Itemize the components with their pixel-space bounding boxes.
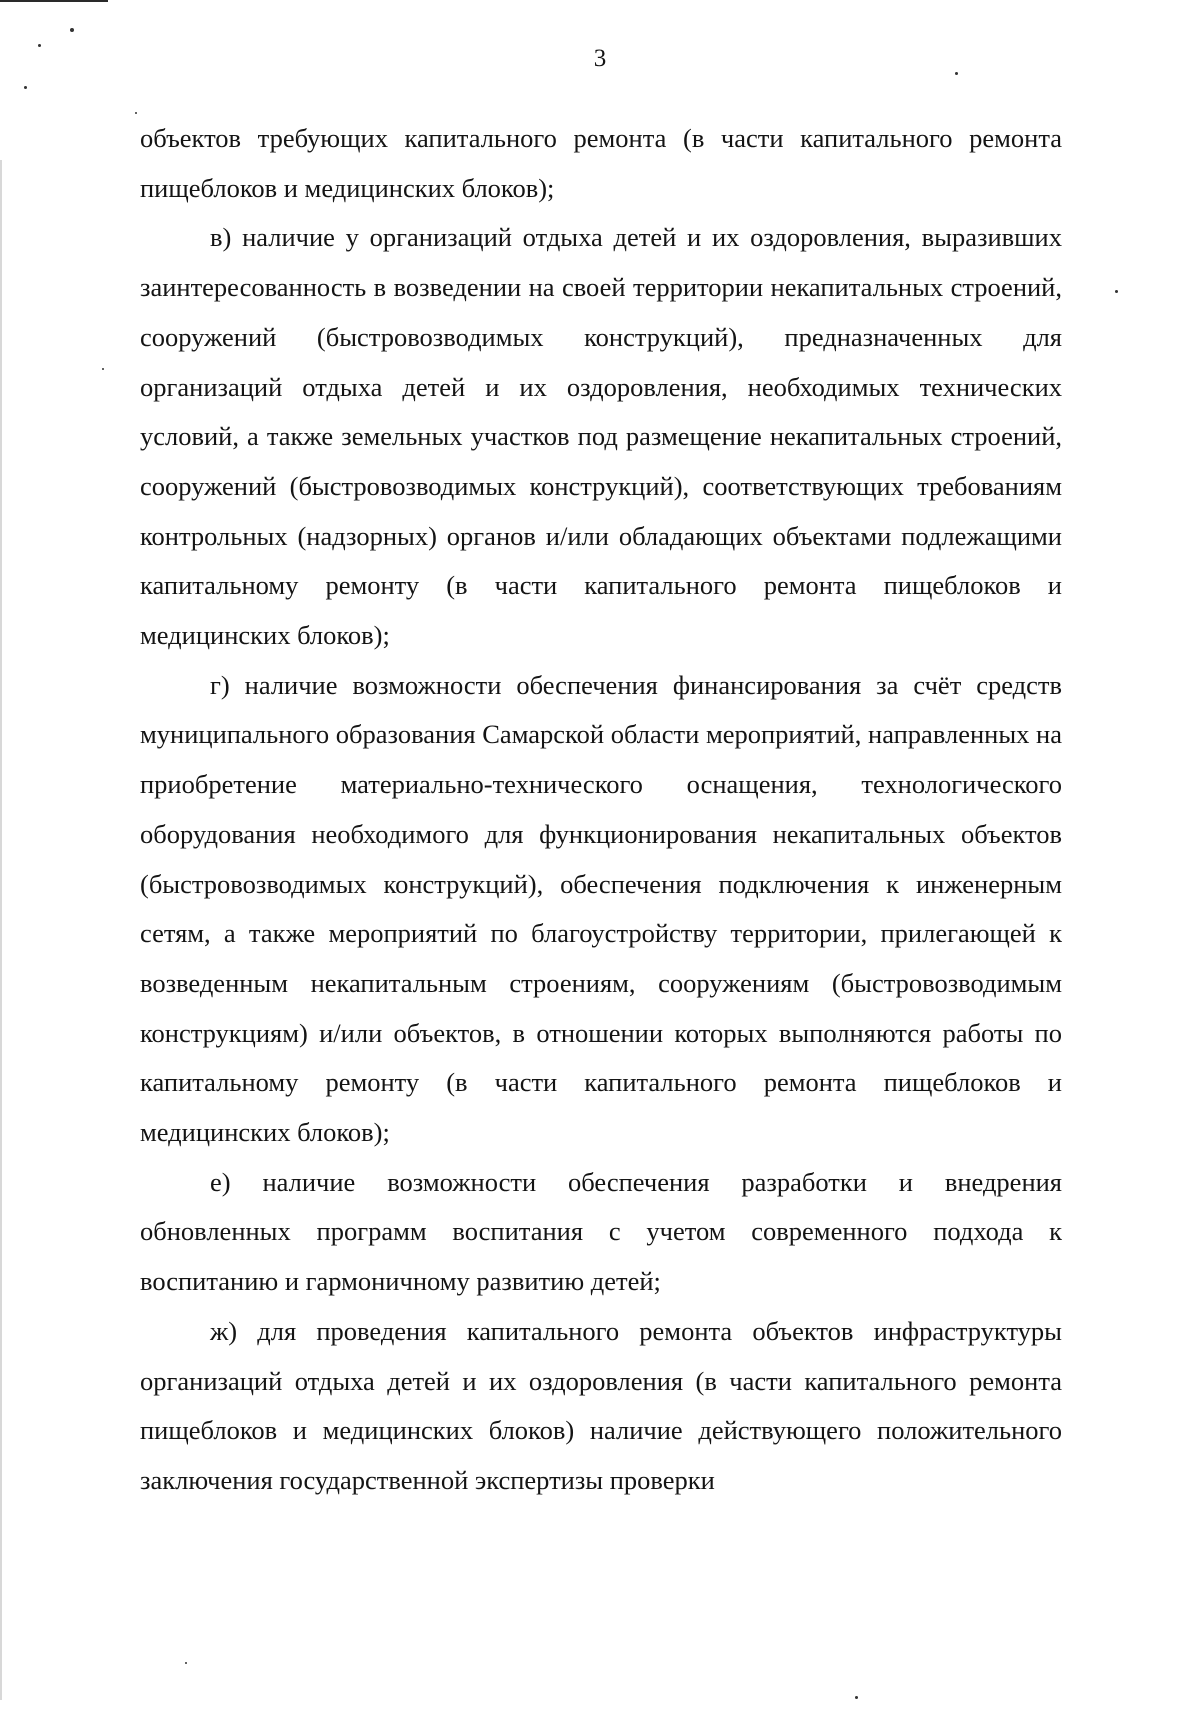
paragraph-item-zh: ж) для проведения капитального ремонта объектов инфраструктуры организаций отдыха детей и их оздоровления (в части капитального ремонта пищеблоков и медицинских блоков) наличие действующего положительного заключения государственной экспертизы проверки — [140, 1315, 1062, 1495]
scan-edge-line — [0, 0, 108, 2]
scan-speck — [24, 86, 27, 89]
scan-speck — [185, 1662, 187, 1664]
scan-speck — [1115, 290, 1118, 293]
scan-speck — [70, 28, 74, 32]
scan-edge-shadow — [0, 160, 2, 1700]
paragraph-continuation: объектов требующих капитального ремонта (в части капитального ремонта пищеблоков и медицинских блоков); — [140, 123, 1062, 203]
paragraph-item-e: е) наличие возможности обеспечения разработки и внедрения обновленных программ воспитания с учетом современного подхода к воспитанию и гармоничному развитию детей; — [140, 1166, 1062, 1297]
scan-speck — [855, 1696, 858, 1699]
paragraph-item-v: в) наличие у организаций отдыха детей и их оздоровления, выразивших заинтересованность в возведении на своей территории некапитальных строений, сооружений (быстровозводимых конструкций), предназначенных для организаций отдыха детей и их оздоровления, необходимых технических условий, а также земельных участков под размещение некапитальных строений, сооружений (быстровозводимых конструкций), соответствующих требованиям контрольных (надзорных) органов и/или обладающих объектами подлежащими капитальному ремонту (в части капитального ремонта пищеблоков и медицинских блоков); — [140, 222, 1062, 651]
page-number: 3 — [593, 45, 607, 72]
scan-speck — [102, 368, 104, 370]
scan-speck — [135, 112, 137, 114]
paragraph-item-g: г) наличие возможности обеспечения финансирования за счёт средств муниципального образования Самарской области мероприятий, направленных на приобретение материально-технического оснащения, технологического оборудования необходимого для функционирования некапитальных объектов (быстровозводимых конструкций), обеспечения подключения к инженерным сетям, а также мероприятий по благоустройству территории, прилегающей к возведенным некапитальным строениям, сооружениям (быстровозводимым конструкциям) и/или объектов, в отношении которых выполняются работы по капитальному ремонту (в части капитального ремонта пищеблоков и медицинских блоков); — [140, 669, 1062, 1148]
body-text — [140, 114, 1062, 1506]
